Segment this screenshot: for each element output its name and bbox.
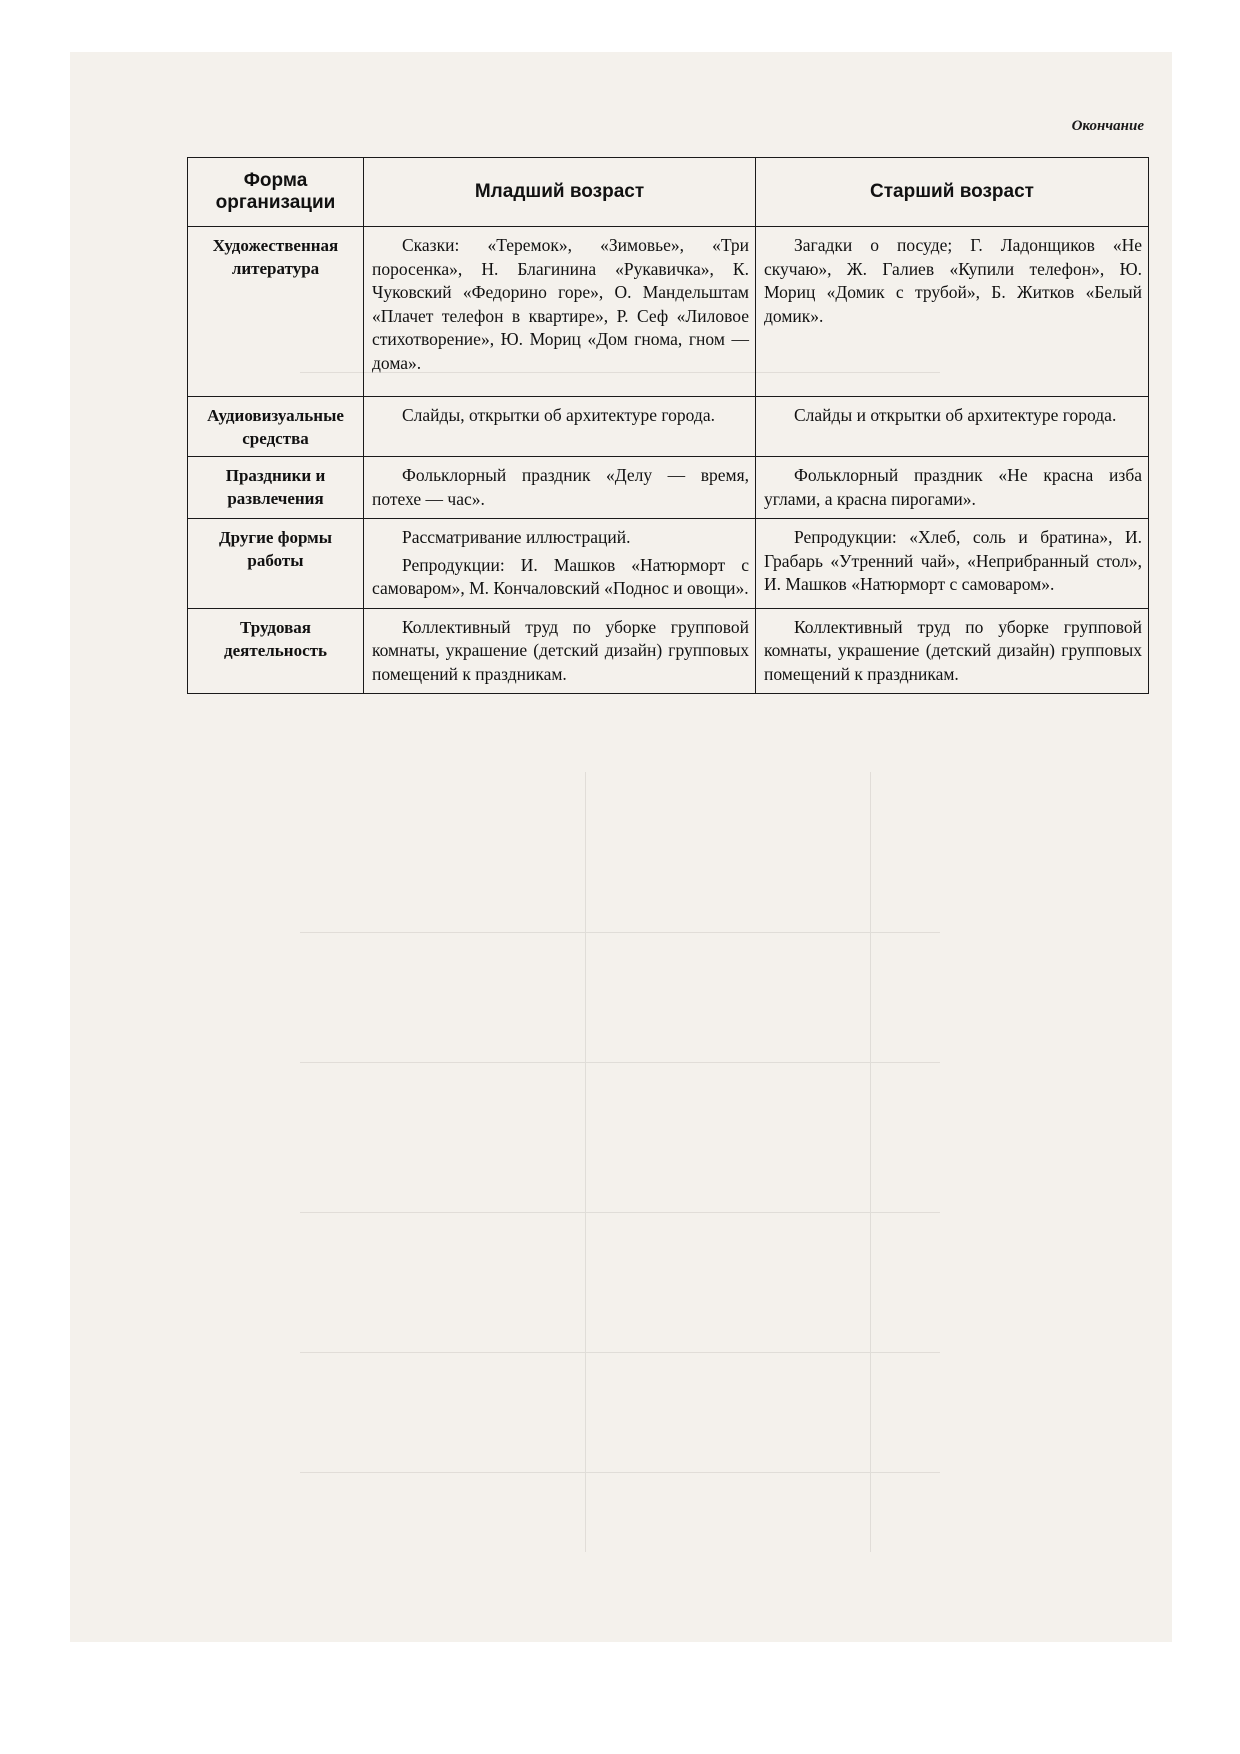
cell-paragraph: Фольклорный праздник «Делу — время, потехе — час». [372, 465, 749, 509]
row-older-cell [756, 227, 1149, 397]
header-older: Старший возраст [756, 158, 1149, 227]
row-younger-cell [364, 608, 756, 694]
activities-table [187, 157, 1149, 694]
table-row [188, 397, 1149, 457]
cell-paragraph: Слайды, открытки об архитектуре города. [402, 405, 715, 425]
row-younger-cell [364, 397, 756, 457]
row-younger-cell [364, 227, 756, 397]
table-row [188, 608, 1149, 694]
cell-paragraph: Репродукции: «Хлеб, соль и братина», И. Грабарь «Утренний чай», «Неприбранный стол», И. Машков «Натюрморт с самоваром». [764, 527, 1142, 594]
row-form-label: Праздники и развлечения [188, 457, 364, 519]
cell-paragraph: Фольклорный праздник «Не красна изба углами, а красна пирогами». [764, 465, 1142, 509]
row-older-cell [756, 519, 1149, 609]
table-row [188, 457, 1149, 519]
row-older-cell [756, 457, 1149, 519]
row-form-label: Другие формы работы [188, 519, 364, 609]
cell-paragraph: Коллективный труд по уборке групповой комнаты, украшение (детский дизайн) групповых помещений к праздникам. [764, 616, 1142, 684]
cell-paragraph: Рассматривание иллюстраций. [402, 527, 631, 547]
cell-paragraph: Слайды и открытки об архитектуре города. [794, 405, 1117, 425]
header-younger: Младший возраст [364, 158, 756, 227]
cell-paragraph: Репродукции: И. Машков «Натюрморт с самоваром», М. Кончаловский «Поднос и овощи». [372, 554, 749, 598]
row-older-cell [756, 608, 1149, 694]
continuation-label: Окончание [1071, 118, 1144, 134]
cell-paragraph: Загадки о посуде; Г. Ладонщиков «Не скучаю», Ж. Галиев «Купили телефон», Ю. Мориц «Домик с трубой», Б. Житков «Белый домик». [764, 235, 1142, 326]
row-form-label: Художественная литература [188, 227, 364, 397]
row-younger-cell [364, 519, 756, 609]
cell-paragraph: Коллективный труд по уборке групповой комнаты, украшение (детский дизайн) групповых помещений к праздникам. [372, 616, 749, 684]
header-form: Форма организации [188, 158, 364, 227]
cell-paragraph: Сказки: «Теремок», «Зимовье», «Три поросенка», Н. Благинина «Рукавичка», К. Чуковский «Федорино горе», О. Мандельштам «Плачет телефон в квартире», Р. Сеф «Лиловое стихотворение», Ю. Мориц «Дом гнома, гном — дома». [372, 235, 749, 373]
table-row [188, 227, 1149, 397]
table-header-row [188, 158, 1149, 227]
row-form-label: Аудиовизуальные средства [188, 397, 364, 457]
table-row [188, 519, 1149, 609]
row-younger-cell [364, 457, 756, 519]
row-older-cell [756, 397, 1149, 457]
row-form-label: Трудовая деятельность [188, 608, 364, 694]
